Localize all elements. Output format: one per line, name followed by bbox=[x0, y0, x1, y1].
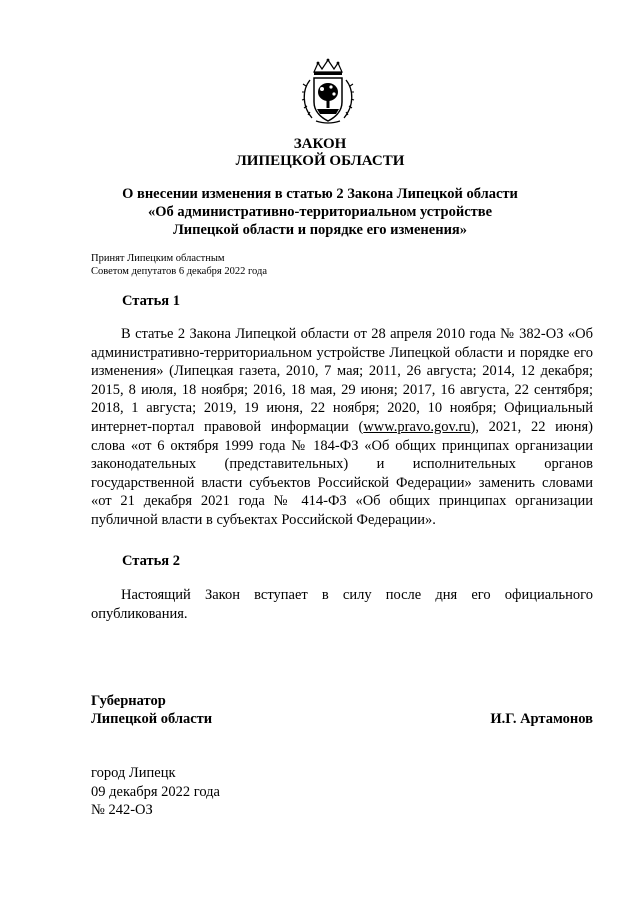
subject-line: «Об административно-территориальном устройстве bbox=[147, 204, 493, 220]
subject-line: Липецкой области и порядке его изменения» bbox=[172, 222, 468, 238]
article-2-heading: Статья 2 bbox=[122, 553, 180, 569]
subject-line: О внесении изменения в статью 2 Закона Липецкой области bbox=[122, 186, 518, 202]
signer-position-line: Губернатор bbox=[91, 693, 166, 709]
footer-date: 09 декабря 2022 года bbox=[91, 783, 220, 800]
law-subject-heading bbox=[0, 185, 640, 239]
adoption-line: Советом депутатов 6 декабря 2022 года bbox=[91, 266, 267, 277]
signer-name: И.Г. Артамонов bbox=[490, 711, 593, 727]
signer-position bbox=[91, 692, 212, 728]
coat-of-arms-icon bbox=[300, 58, 356, 126]
footer-city: город Липецк bbox=[91, 765, 176, 781]
signer-position-line: Липецкой области bbox=[91, 711, 213, 727]
article-2-text: Настоящий Закон вступает в силу после дня его официального опубликования. bbox=[91, 587, 593, 622]
article-1-text-part: В статье 2 Закона Липецкой области от 28 апреля 2010 года № 382-ОЗ «Об административно-территориальном устройстве Липецкой области и порядке его изменения» (Липецкая газета, 2010, 7 мая; 2011, 26 августа; 2014, 12 декабря; 2015, 8 июля, 18 ноября; 2016, 18 мая, 29 июня; 2017, 16 августа, 22 сентября; 2018, 1 августа; 2019, 19 июня, 22 ноября; 2020, 10 ноября; Официальный интернет-портал правовой информации ( bbox=[91, 326, 593, 435]
article-1-heading: Статья 1 bbox=[122, 293, 180, 309]
footer-law-number: № 242-ОЗ bbox=[91, 802, 153, 818]
region-title: ЛИПЕЦКОЙ ОБЛАСТИ bbox=[235, 153, 405, 169]
document-footer bbox=[91, 764, 220, 820]
pravo-portal-link[interactable]: www.pravo.gov.ru bbox=[363, 418, 471, 435]
law-title: ЗАКОН bbox=[293, 136, 347, 152]
article-1-text-part: ), 2021, 22 июня) слова «от 6 октября 1999 года № 184-ФЗ «Об общих принципах организации законодательных (представительных) и исполнительных органов государственной власти субъектов Российской Федерации» заменить словами «от 21 декабря 2021 года № 414-ФЗ «Об общих принципах организации публичной власти в субъектах Российской Федерации». bbox=[91, 418, 593, 528]
article-1-text bbox=[91, 325, 593, 530]
adoption-line: Принят Липецким областным bbox=[91, 253, 225, 264]
adoption-note bbox=[91, 252, 267, 278]
